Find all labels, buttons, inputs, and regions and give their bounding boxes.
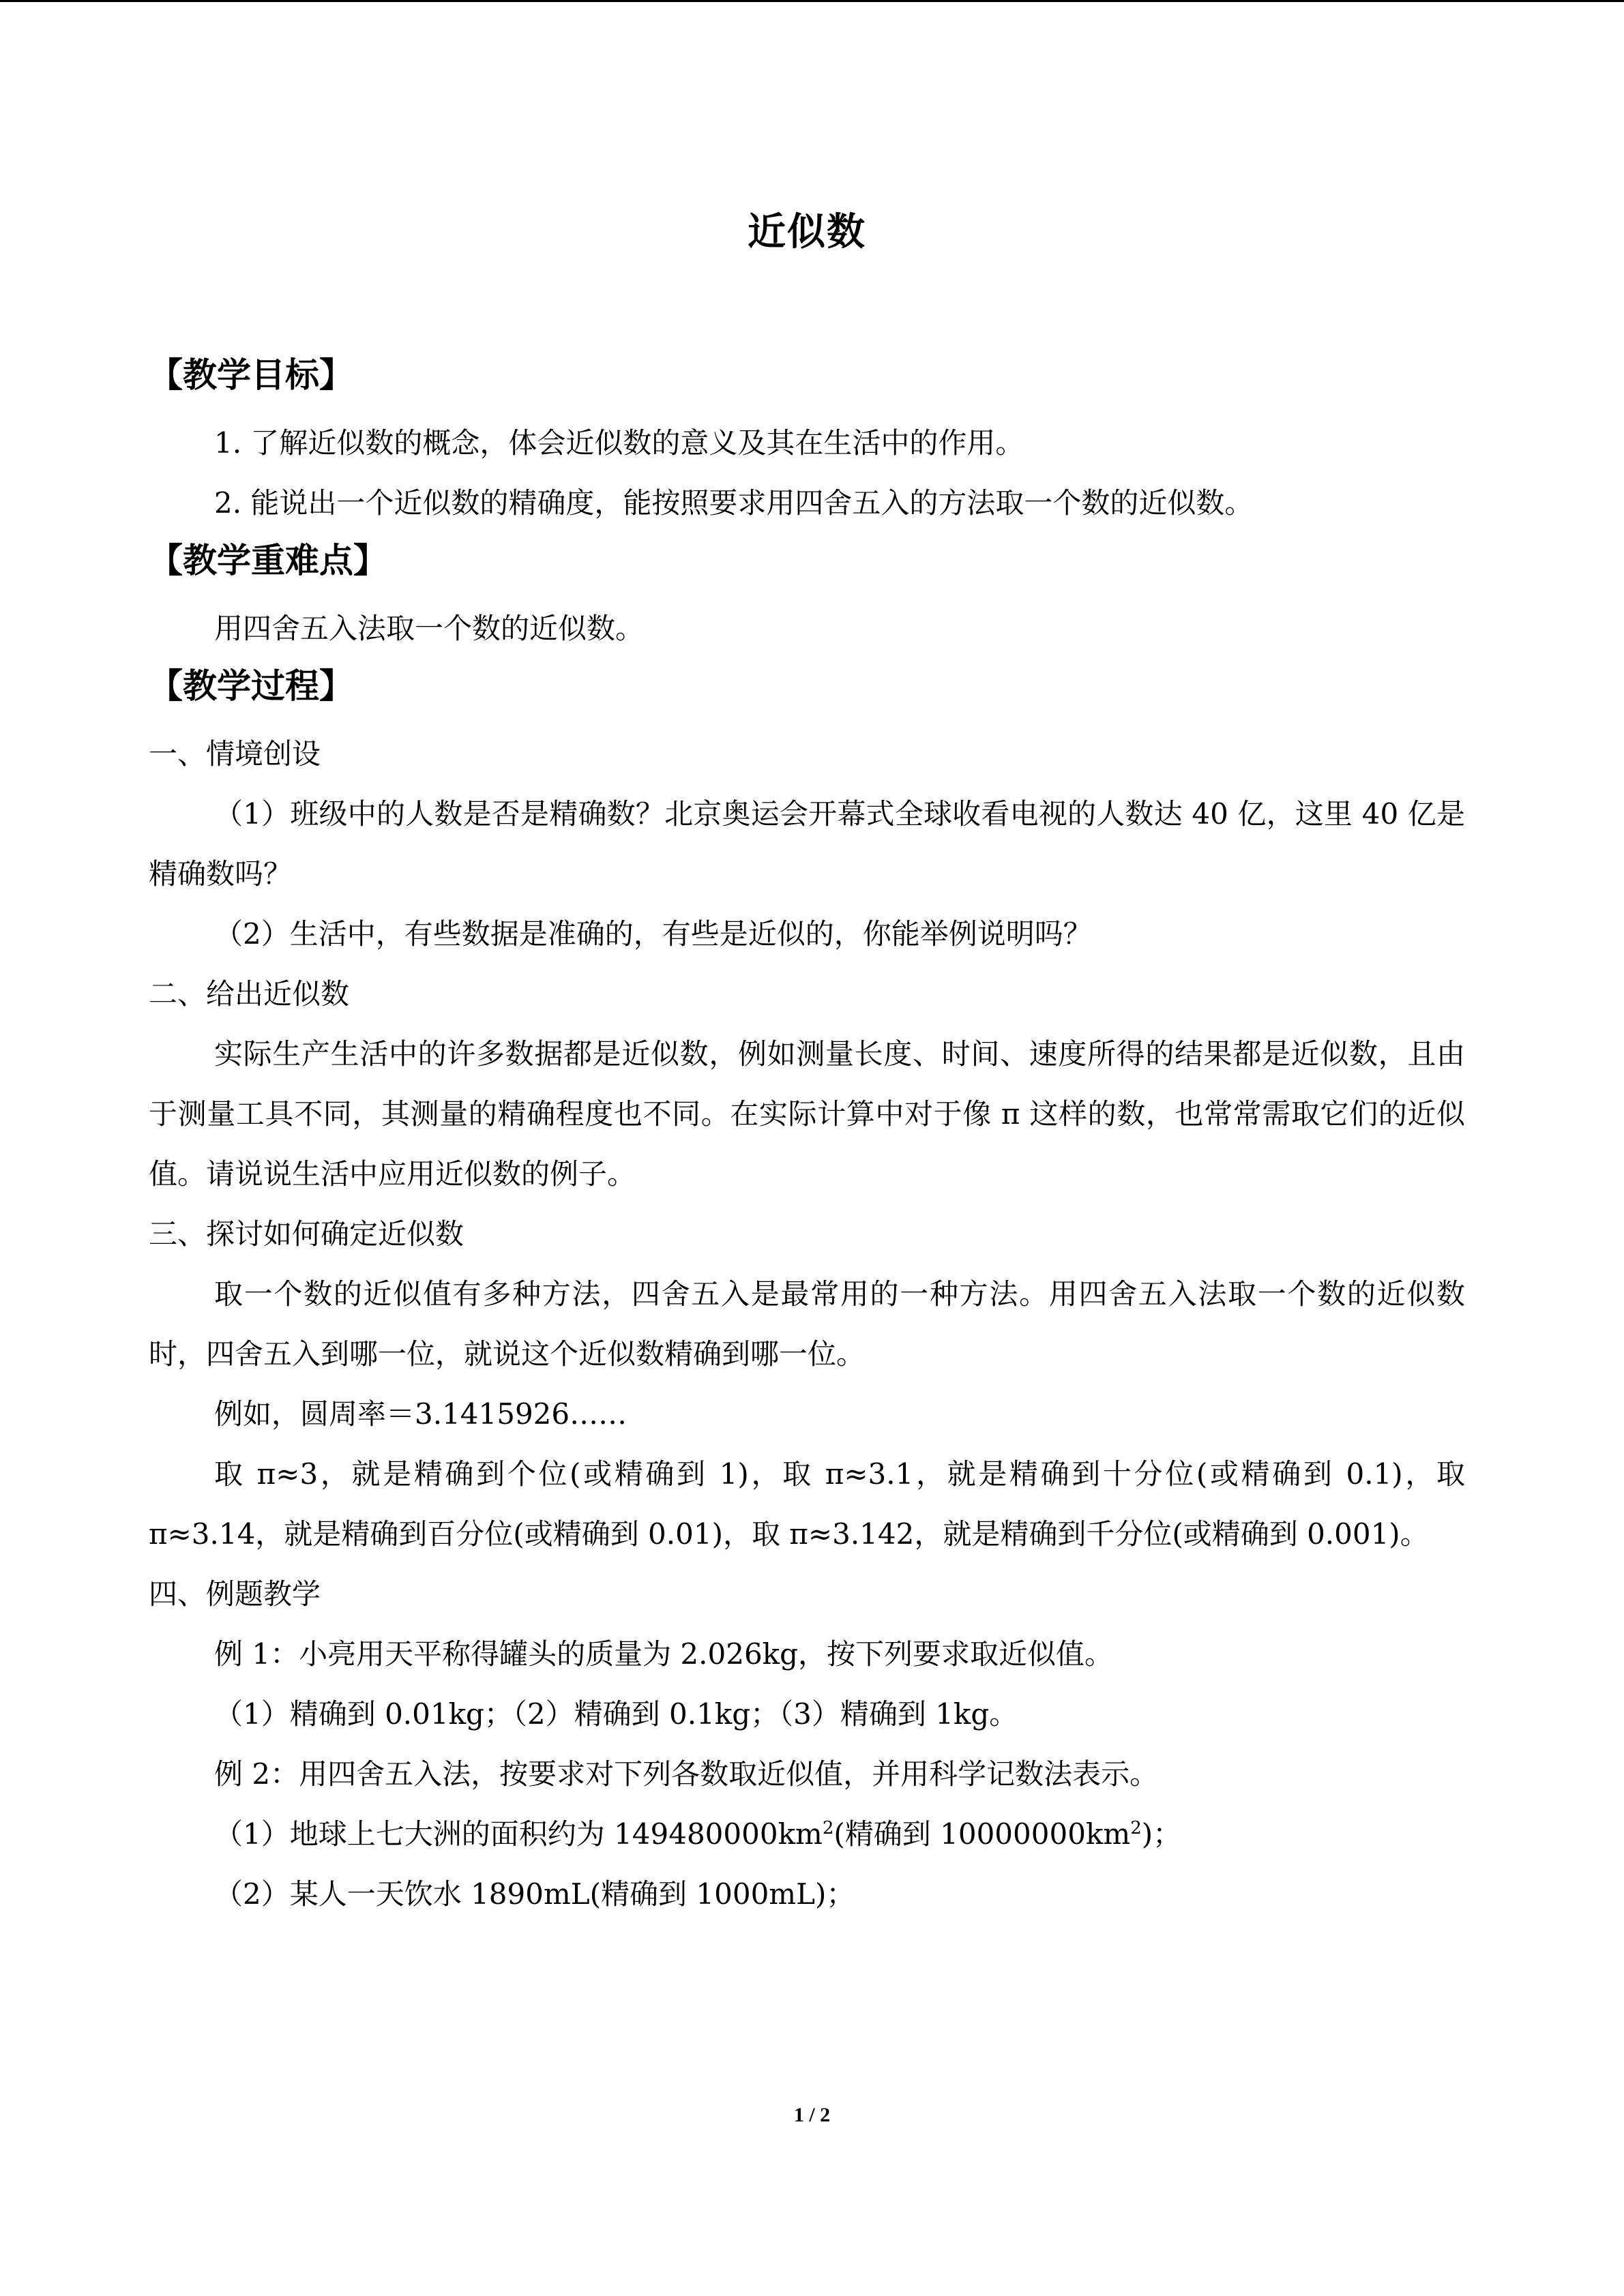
part3-heading: 三、探讨如何确定近似数 [149, 1217, 464, 1251]
process-heading: 【教学过程】 [149, 666, 353, 706]
part3-paragraph-2: 例如，圆周率＝3.1415926…… [214, 1397, 628, 1431]
top-border-line [0, 0, 1624, 2]
part1-paragraph-1: （1）班级中的人数是否是精确数？北京奥运会开幕式全球收看电视的人数达 40 亿，这里 40 亿是精确数吗？ [149, 797, 1465, 891]
part3-paragraph-3: 取 π≈3，就是精确到个位(或精确到 1)，取 π≈3.1，就是精确到十分位(或精确到 0.1)，取 π≈3.14，就是精确到百分位(或精确到 0.01)，取 π≈3.142，就是精确到千分位(或精确到 0.001)。 [149, 1457, 1465, 1551]
example-2-part-1-b: (精确到 10000000km [833, 1817, 1131, 1851]
document-page [149, 205, 1465, 1924]
example-2-text: 例 2：用四舍五入法，按要求对下列各数取近似值，并用科学记数法表示。 [214, 1757, 1159, 1791]
superscript-2: 2 [822, 1818, 834, 1838]
example-1-text: 例 1：小亮用天平称得罐头的质量为 2.026kg，按下列要求取近似值。 [214, 1637, 1113, 1671]
superscript-2: 2 [1130, 1818, 1142, 1838]
part3-paragraph-1: 取一个数的近似值有多种方法，四舍五入是最常用的一种方法。用四舍五入法取一个数的近似数时，四舍五入到哪一位，就说这个近似数精确到哪一位。 [149, 1277, 1465, 1371]
part1-paragraph-2: （2）生活中，有些数据是准确的，有些是近似的，你能举例说明吗？ [214, 917, 1092, 951]
page-title: 近似数 [748, 209, 866, 254]
part2-heading: 二、给出近似数 [149, 977, 350, 1011]
objective-item-1: 1. 了解近似数的概念，体会近似数的意义及其在生活中的作用。 [214, 426, 1024, 460]
part1-heading: 一、情境创设 [149, 737, 321, 771]
key-points-text: 用四舍五入法取一个数的近似数。 [214, 612, 645, 645]
objectives-heading: 【教学目标】 [149, 355, 353, 395]
example-2-part-1-c: )； [1141, 1817, 1182, 1851]
example-2-part-2: （2）某人一天饮水 1890mL(精确到 1000mL)； [214, 1877, 855, 1911]
example-2-part-1-a: （1）地球上七大洲的面积约为 149480000km [214, 1817, 823, 1851]
example-2-part-1 [149, 1804, 1465, 1864]
key-points-heading: 【教学重难点】 [149, 541, 387, 580]
objective-item-2: 2. 能说出一个近似数的精确度，能按照要求用四舍五入的方法取一个数的近似数。 [214, 486, 1254, 520]
part4-heading: 四、例题教学 [149, 1577, 321, 1611]
example-1-parts: （1）精确到 0.01kg；（2）精确到 0.1kg；（3）精确到 1kg。 [214, 1697, 1018, 1731]
part2-paragraph-1: 实际生产生活中的许多数据都是近似数，例如测量长度、时间、速度所得的结果都是近似数，且由于测量工具不同，其测量的精确程度也不同。在实际计算中对于像 π 这样的数，也常常需取它们的近似值。请说说生活中应用近似数的例子。 [149, 1037, 1465, 1191]
page-number: 1 / 2 [793, 2104, 831, 2126]
